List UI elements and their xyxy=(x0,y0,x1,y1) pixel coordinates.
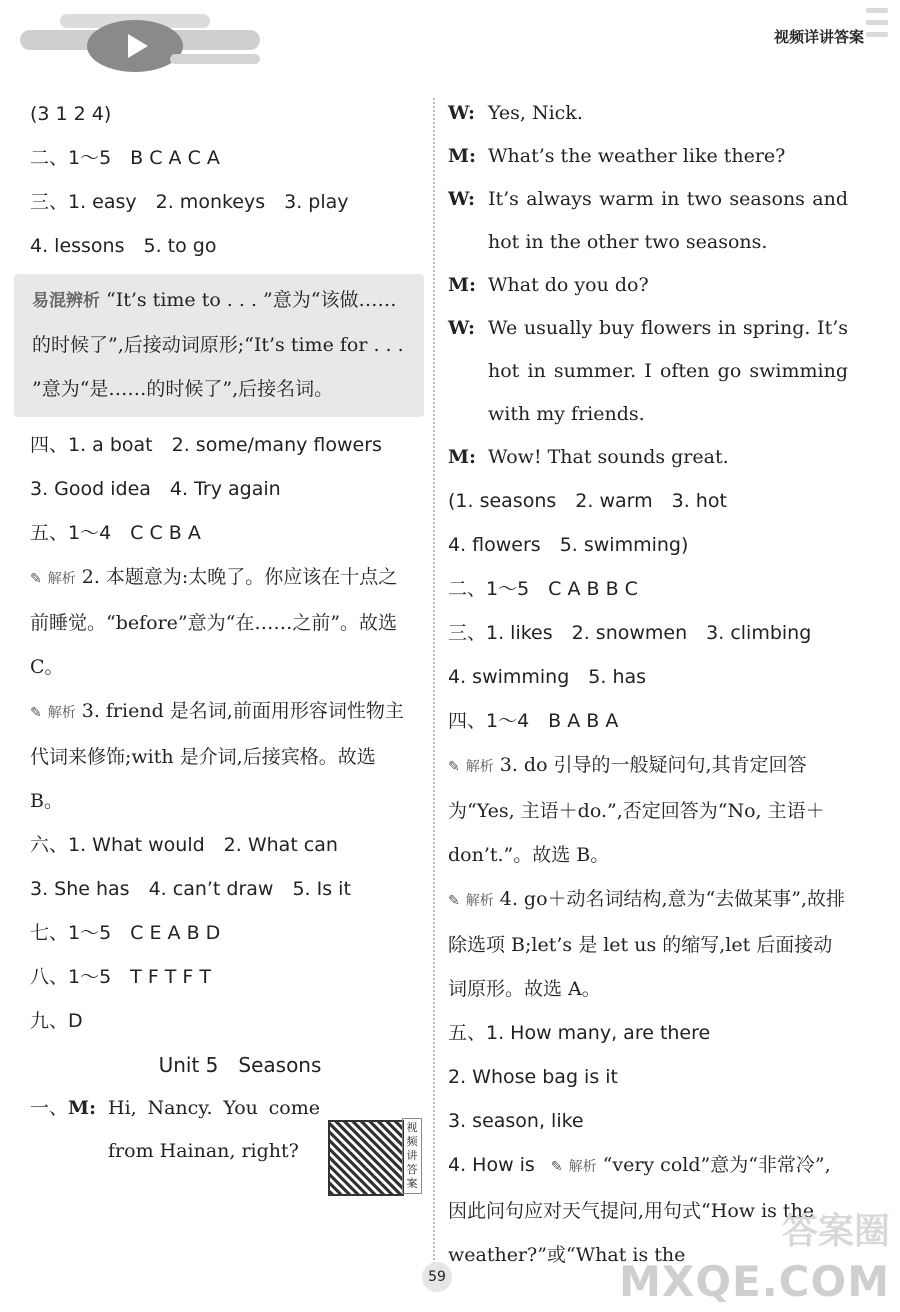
answer-line: 3. She has 4. can’t draw 5. Is it xyxy=(30,878,351,900)
watermark-cn: 答案圈 xyxy=(781,1211,890,1252)
tip-text: “It’s time to . . . ”意为“该做……的时候了”,后接动词原形;“It’s time for . . . ”意为“是……的时候了”,后接名词。 xyxy=(32,289,404,400)
analysis-note xyxy=(448,743,848,877)
note-label: 解析 xyxy=(465,759,494,775)
note-label: 解析 xyxy=(47,571,76,587)
dialogue-line xyxy=(30,1087,320,1173)
dialogue-line xyxy=(448,264,848,307)
dialogue-line xyxy=(448,92,848,135)
note-label: 解析 xyxy=(568,1159,597,1175)
qr-code-icon[interactable] xyxy=(328,1120,404,1196)
answer-line: 四、1～4 B A B A xyxy=(448,710,619,732)
analysis-note xyxy=(30,689,410,823)
analysis-note xyxy=(448,877,848,1011)
note-label: 解析 xyxy=(465,893,494,909)
speaker: M: xyxy=(68,1097,97,1119)
answer-line: 五、1～4 C C B A xyxy=(30,522,201,544)
pencil-icon: ✎ xyxy=(30,571,42,587)
header-title: 视频详讲答案 xyxy=(773,28,864,46)
pencil-icon: ✎ xyxy=(550,1159,563,1175)
note-text: 3. do 引导的一般疑问句,其肯定回答为“Yes, 主语＋do.”,否定回答为“No, 主语＋don’t.”。故选 B。 xyxy=(448,754,825,866)
answer-line: 七、1～5 C E A B D xyxy=(30,922,221,944)
answer-line: 3. Good idea 4. Try again xyxy=(30,478,281,500)
speaker: M: xyxy=(448,446,477,468)
page-header xyxy=(0,0,900,85)
note-text: 2. 本题意为:太晚了。你应该在十点之前睡觉。“before”意为“在……之前”。故选 C。 xyxy=(30,566,398,678)
dialogue-line xyxy=(448,307,848,436)
dialogue-text: It’s always warm in two seasons and hot in the other two seasons. xyxy=(488,188,848,253)
answer-line: 三、1. likes 2. snowmen 3. climbing xyxy=(448,622,812,644)
answer-line: (3 1 2 4) xyxy=(30,103,112,125)
answer-line: 4. lessons 5. to go xyxy=(30,235,217,257)
dialogue-text: Yes, Nick. xyxy=(488,102,583,124)
answer-line: 三、1. easy 2. monkeys 3. play xyxy=(30,191,349,213)
qr-label: 视频讲答案 xyxy=(402,1118,422,1194)
answer-line: 4. flowers 5. swimming) xyxy=(448,534,689,556)
header-decoration xyxy=(866,8,888,44)
answer-line: 2. Whose bag is it xyxy=(448,1066,618,1088)
speaker: M: xyxy=(448,274,477,296)
answer-line: 四、1. a boat 2. some/many flowers xyxy=(30,434,382,456)
left-column xyxy=(30,92,410,1173)
note-text: 3. friend 是名词,前面用形容词性物主代词来修饰;with 是介词,后接宾格。故选 B。 xyxy=(30,700,404,812)
video-cloud-icon xyxy=(20,8,270,78)
dialogue-text: What do you do? xyxy=(488,274,649,296)
answer-line: 3. season, like xyxy=(448,1110,584,1132)
speaker: W: xyxy=(448,188,476,210)
unit-title: Unit 5 Seasons xyxy=(158,1053,322,1077)
answer-line: 八、1～5 T F T F T xyxy=(30,966,212,988)
analysis-note xyxy=(30,555,410,689)
dialogue-line xyxy=(448,135,848,178)
answer-line: 二、1～5 B C A C A xyxy=(30,147,220,169)
tip-label: 易混辨析 xyxy=(32,291,100,311)
right-column xyxy=(448,92,848,1277)
speaker: W: xyxy=(448,102,476,124)
answer-line: 九、D xyxy=(30,1010,83,1032)
dialogue-text: We usually buy flowers in spring. It’s hot in summer. I often go swimming with my friends. xyxy=(488,317,848,425)
pencil-icon: ✎ xyxy=(448,759,460,775)
answer-line: 4. How is xyxy=(448,1154,535,1176)
note-label: 解析 xyxy=(47,705,76,721)
answer-line: (1. seasons 2. warm 3. hot xyxy=(448,490,727,512)
column-divider xyxy=(433,98,435,1268)
pencil-icon: ✎ xyxy=(448,893,460,909)
answer-line: 五、1. How many, are there xyxy=(448,1022,711,1044)
dialogue-line xyxy=(448,178,848,264)
dialogue-text: Hi, Nancy. You come from Hainan, right? xyxy=(108,1097,320,1162)
pencil-icon: ✎ xyxy=(30,705,42,721)
watermark: MXQE.COM xyxy=(619,1257,890,1306)
answer-line: 二、1～5 C A B B C xyxy=(448,578,638,600)
answer-line: 六、1. What would 2. What can xyxy=(30,834,338,856)
answer-line: 4. swimming 5. has xyxy=(448,666,647,688)
tip-box xyxy=(14,274,424,417)
note-text: 4. go＋动名词结构,意为“去做某事”,故排除选项 B;let’s 是 let us 的缩写,let 后面接动词原形。故选 A。 xyxy=(448,888,846,1000)
dialogue-text: Wow! That sounds great. xyxy=(488,446,729,468)
speaker: W: xyxy=(448,317,476,339)
speaker: M: xyxy=(448,145,477,167)
section-number: 一、 xyxy=(30,1097,69,1119)
dialogue-text: What’s the weather like there? xyxy=(488,145,786,167)
note-text: “very cold”意为“非常冷”,因此问句应对天气提问,用句式“How is the weather?”或“What is the xyxy=(448,1154,831,1266)
dialogue xyxy=(448,92,848,479)
dialogue-line xyxy=(448,436,848,479)
page-number: 59 xyxy=(422,1262,452,1292)
